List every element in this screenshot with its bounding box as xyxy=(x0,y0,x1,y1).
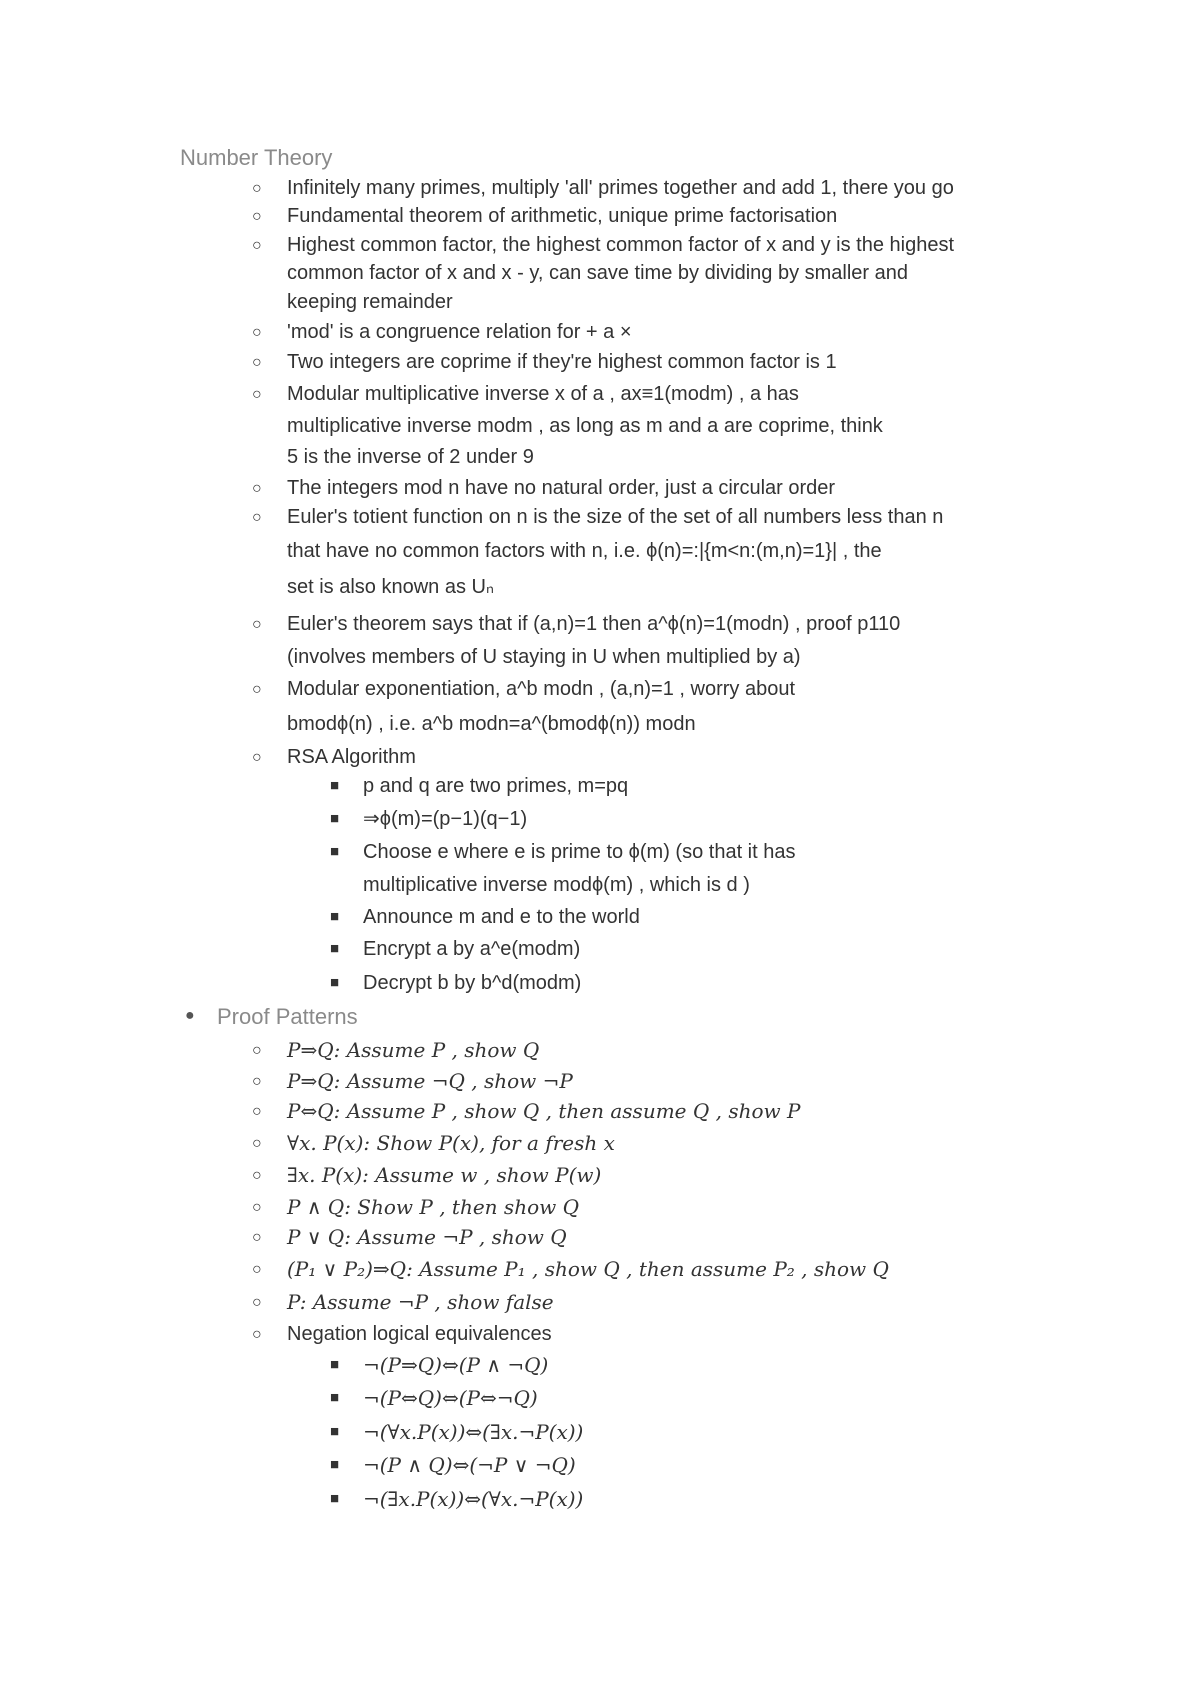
square-bullet-icon: ■ xyxy=(330,908,340,925)
hollow-circle-bullet-icon: ○ xyxy=(252,509,262,526)
hollow-circle-bullet-icon: ○ xyxy=(252,1135,262,1152)
hollow-circle-bullet-icon: ○ xyxy=(252,1073,262,1090)
document-page: Number Theory ○ Infinitely many primes, multiply 'all' primes together and add 1, there you go ○ Fundamental theorem of arithmetic, unique prime factorisation ○ Highest common factor, the highest common factor of x and y is the highest common factor of x and x - y, can save time by dividing by smaller and keeping remainder ○ 'mod' is a congruence relation for + a × ○ Two integers are coprime if they're highest common factor is 1 ○ Modular multiplicative inverse x of a , ax≡1(modm) , a has multiplicative inverse modm , as long as m and a are coprime, think 5 is the inverse of 2 under 9 ○ The integers mod n have no natural order, just a circular order ○ Euler's totient function on n is the size of the set of all numbers less than n that have no common factors with n, i.e. ϕ(n)=:|{m<n:(m,n)=1}| , the set is also known as Uₙ ○ Euler's theorem says that if (a,n)=1 then a^ϕ(n)=1(modn) , proof p110 (involves members of U staying in U when multiplied by a) ○ Modular exponentiation, a^b modn , (a,n)=1 , worry about bmodϕ(n) , i.e. a^b modn=a^(bmodϕ(n)) modn ○ RSA Algorithm ■ p and q are two primes, m=pq ■ ⇒ϕ(m)=(p−1)(q−1) ■ Choose e where e is prime to ϕ(m) (so that it has multiplicative inverse modϕ(m) , which is d ) ■ Announce m and e to the world ■ Encrypt a by a^e(modm) ■ Decrypt b by b^d(modm) ● Proof Patterns ○ P⇒Q: Assume P , show Q ○ P⇒Q: Assume ¬Q , show ¬P ○ P⇔Q: Assume P , show Q , then assume Q , show P ○ ∀x. P(x): Show P(x), for a fresh x ○ ∃x. P(x): Assume w , show P(w) ○ P ∧ Q: Show P , then show Q ○ P ∨ Q: Assume ¬P , show Q ○ (P₁ ∨ P₂)⇒Q: Assume P₁ , show Q , then assume P₂ , show Q ○ P: Assume ¬P , show false ○ Negation logical equivalences ■ ¬(P⇒Q)⇔(P ∧ ¬Q) ■ ¬(P⇔Q)⇔(P⇔¬Q) ■ ¬(∀x.P(x))⇔(∃x.¬P(x)) ■ ¬(P ∧ Q)⇔(¬P ∨ ¬Q) ■ ¬(∃x.P(x))⇔(∀x.¬P(x)) xyxy=(180,145,955,1511)
hollow-circle-bullet-icon: ○ xyxy=(252,324,262,341)
hollow-circle-bullet-icon: ○ xyxy=(252,354,262,371)
hollow-circle-bullet-icon: ○ xyxy=(252,1326,262,1343)
hollow-circle-bullet-icon: ○ xyxy=(252,681,262,698)
square-bullet-icon: ■ xyxy=(330,1356,340,1373)
hollow-circle-bullet-icon: ○ xyxy=(252,1042,262,1059)
hollow-circle-bullet-icon: ○ xyxy=(252,180,262,197)
hollow-circle-bullet-icon: ○ xyxy=(252,208,262,225)
hollow-circle-bullet-icon: ○ xyxy=(252,480,262,497)
hollow-circle-bullet-icon: ○ xyxy=(252,1294,262,1311)
hollow-circle-bullet-icon: ○ xyxy=(252,386,262,403)
hollow-circle-bullet-icon: ○ xyxy=(252,1167,262,1184)
square-bullet-icon: ■ xyxy=(330,1423,340,1440)
hollow-circle-bullet-icon: ○ xyxy=(252,1199,262,1216)
square-bullet-icon: ■ xyxy=(330,777,340,794)
square-bullet-icon: ■ xyxy=(330,974,340,991)
number-theory-heading: Number Theory xyxy=(180,145,333,170)
hollow-circle-bullet-icon: ○ xyxy=(252,1229,262,1246)
hollow-circle-bullet-icon: ○ xyxy=(252,237,262,254)
filled-dot-bullet-icon: ● xyxy=(185,1007,195,1024)
hollow-circle-bullet-icon: ○ xyxy=(252,1103,262,1120)
square-bullet-icon: ■ xyxy=(330,1389,340,1406)
proof-patterns-heading: Proof Patterns xyxy=(217,1004,358,1029)
square-bullet-icon: ■ xyxy=(330,810,340,827)
square-bullet-icon: ■ xyxy=(330,1456,340,1473)
square-bullet-icon: ■ xyxy=(330,940,340,957)
hollow-circle-bullet-icon: ○ xyxy=(252,616,262,633)
square-bullet-icon: ■ xyxy=(330,1490,340,1507)
hollow-circle-bullet-icon: ○ xyxy=(252,1261,262,1278)
square-bullet-icon: ■ xyxy=(330,843,340,860)
hollow-circle-bullet-icon: ○ xyxy=(252,749,262,766)
